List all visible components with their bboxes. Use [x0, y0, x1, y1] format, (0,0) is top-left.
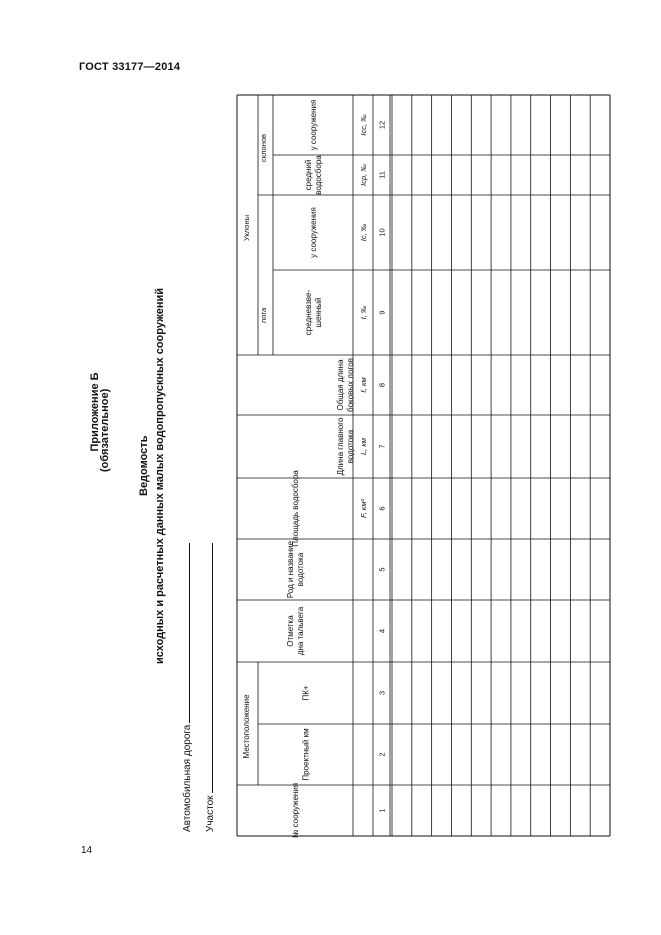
unit-col-9: I, ‰ [359, 305, 368, 320]
appendix-title: Приложение Б [89, 372, 101, 452]
header-col-2-line-1: Проектный км [301, 728, 311, 781]
header-col-5-line-1: Род и название [286, 540, 295, 599]
table-headers [242, 100, 387, 838]
column-number-3: 3 [377, 690, 387, 696]
column-number-11: 11 [377, 171, 387, 179]
column-number-4: 4 [377, 628, 387, 634]
header-col-9-line-1: средневзве- [304, 289, 313, 336]
column-number-8: 8 [377, 382, 387, 388]
road-field-label: Автомобильная дорога [182, 724, 193, 832]
form-title: Ведомость [138, 435, 150, 496]
unit-col-10: Iс, ‰ [359, 223, 368, 242]
unit-col-6: F, км² [359, 499, 368, 518]
column-number-12: 12 [377, 120, 387, 130]
appendix-type: (обязательное) [99, 388, 111, 472]
column-number-10: 10 [377, 228, 387, 237]
header-col-3-line-1: ПК+ [301, 685, 311, 701]
header-col-11-line-1: средний [304, 159, 313, 191]
group-slopes-label: Уклоны [242, 215, 251, 241]
subgroup-log-label: лога [259, 307, 268, 324]
header-col-4-line-2: дна тальвега [296, 606, 305, 656]
column-number-7: 7 [377, 444, 387, 449]
header-col-1-line-1: № сооружения [291, 782, 300, 839]
unit-col-8: ℓ, км [359, 377, 368, 393]
header-col-7-line-1: Длина главного [336, 417, 345, 476]
column-number-1: 1 [377, 808, 387, 813]
section-field-label: Участок [205, 795, 216, 832]
unit-col-7: L, км [359, 437, 368, 456]
header-col-4-line-1: Отметка [286, 615, 295, 647]
column-number-2: 2 [377, 752, 387, 757]
header-col-7-line-2: водотока [346, 429, 355, 464]
header-col-10-line-1: у сооружения [309, 207, 318, 258]
header-col-5-line-2: водотока [296, 552, 305, 587]
header-col-6-line-1: Площадь водосбора [291, 470, 300, 547]
unit-col-11: Iср, ‰ [359, 164, 368, 186]
group-location-label: Местоположение [242, 694, 251, 759]
header-col-8-line-1: Общая длина [336, 359, 345, 411]
header-col-9-line-2: шенный [314, 297, 323, 328]
subgroup-slopes-label: склонов [259, 133, 268, 163]
column-number-5: 5 [377, 567, 387, 572]
column-number-9: 9 [377, 310, 387, 315]
document-standard-header: ГОСТ 33177—2014 [79, 61, 181, 73]
header-col-11-line-2: водосбора [314, 155, 323, 195]
unit-col-12: Iсс, ‰ [359, 114, 368, 136]
column-number-6: 6 [377, 506, 387, 511]
form-subtitle: исходных и расчетных данных малых водопропускных сооружений [154, 287, 166, 664]
header-col-8-line-2: боковых логов [346, 358, 355, 412]
table-grid [237, 95, 610, 839]
page-number: 14 [81, 845, 93, 856]
header-col-12-line-1: у сооружения [309, 99, 318, 151]
